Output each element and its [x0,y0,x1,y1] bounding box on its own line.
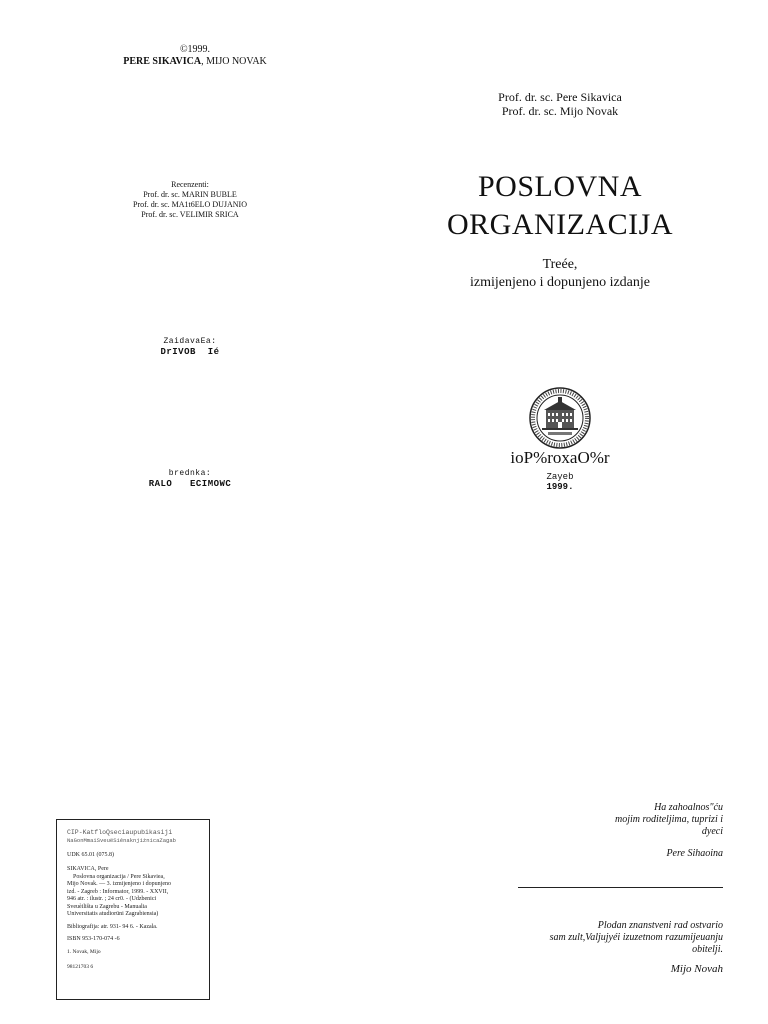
reviewer-item: Prof. dr. sc. VELIMIR SRICA [141,210,239,219]
book-title-line: ORGANIZACIJA [447,208,673,241]
dedication-line: mojim roditeljima, tuprizi i [615,814,723,825]
edition-statement [420,256,700,292]
dedication-line: Plodan znanstveni rad ostvario [597,920,723,931]
cip-record [56,819,210,1000]
cip-isbn: ISBN 953-170-074 -6 [67,936,120,942]
cip-desc-line: 946 atr. : ilustr. ; 24 cr0. - (Udzbenici [67,896,157,902]
dedication-1 [463,802,723,838]
cip-desc-line: izd. - Zagreb : Informator, 1999. - XXVII, [67,888,169,895]
dedication-line: dyeci [701,826,723,837]
cip-desc-line: Sveuèilišta u Zagrebu - Manualia [67,903,147,910]
reviewer-item: Prof. dr. sc. MA1t6ELO DUJANIO [133,200,247,209]
dedication-signature-1: Pere Sihaoina [666,848,723,859]
editor-label: brednka: [168,469,212,478]
edition-line: Treée, [542,257,578,272]
title-author: Prof. dr. sc. Pere Sikavica [498,90,622,104]
dedication-signature-2: Mijo Novah [670,963,723,975]
editor-block [110,468,270,490]
reviewers-block [90,180,290,220]
publication-year: 1999. [546,482,574,492]
dedication-line: Ha zahoalnos"ću [654,802,723,813]
university-seal-icon [528,386,592,450]
edition-line: izmijenjeno i dopunjeno izdanje [469,275,650,290]
cip-code: 98121703 6 [67,964,94,970]
dedication-line: sam zult,Valjujyéi izuzetnom razumijeuanju [549,932,723,943]
cip-desc-line: Mijo Novak. — 3. izmijenjeno i dopunjeno [67,881,171,887]
dedication-2 [463,920,723,956]
title-author: Prof. dr. sc. Mijo Novak [501,104,619,118]
cip-heading: CIP-KatfloQseciaupubikasiji [67,829,173,836]
reviewers-heading: Recenzenti: [171,180,209,189]
book-title-line: POSLOVNA [477,170,643,203]
cip-author: SIKAVICA, Pere [67,866,109,872]
copyright-authors [100,56,290,68]
copyright-notice [100,44,290,68]
copyright-year: ©1999. [179,44,211,55]
cip-udk: UDK 65.01 (075.8) [67,851,114,858]
divider [518,887,723,888]
title-publisher: ioP%roxaO%r [510,448,610,467]
copyright-author-1: PERE SIKAVICA [123,56,202,67]
cip-bibliography: Bibliografija: atr. 931- 94 6. - Kazala. [67,923,158,930]
publisher-value: DrIVOB Ié [160,347,220,357]
book-title [430,168,690,244]
publisher-block [110,336,270,358]
place-year [500,472,620,492]
cip-subject: 1. Novak, Mijo [67,948,101,955]
editor-value: RALO ECIMOWC [148,479,232,489]
reviewer-item: Prof. dr. sc. MARIN BUBLE [143,190,237,199]
cip-desc-line: Poslovna organizacija / Pere Sikaviea, [73,873,165,880]
cip-desc-line: Universitatis atudiorüni Zagrabiensia) [67,911,159,917]
cip-subheading: NaGonMmaiSveuëSiénaknjiżnicaZagab [67,837,176,844]
publication-place: Zayeb [546,472,574,482]
copyright-author-rest: , MIJO NOVAK [201,56,267,67]
publisher-label: ZaidavaEa: [163,337,217,346]
title-authors [440,90,680,118]
dedication-line: obitelji. [692,944,723,955]
